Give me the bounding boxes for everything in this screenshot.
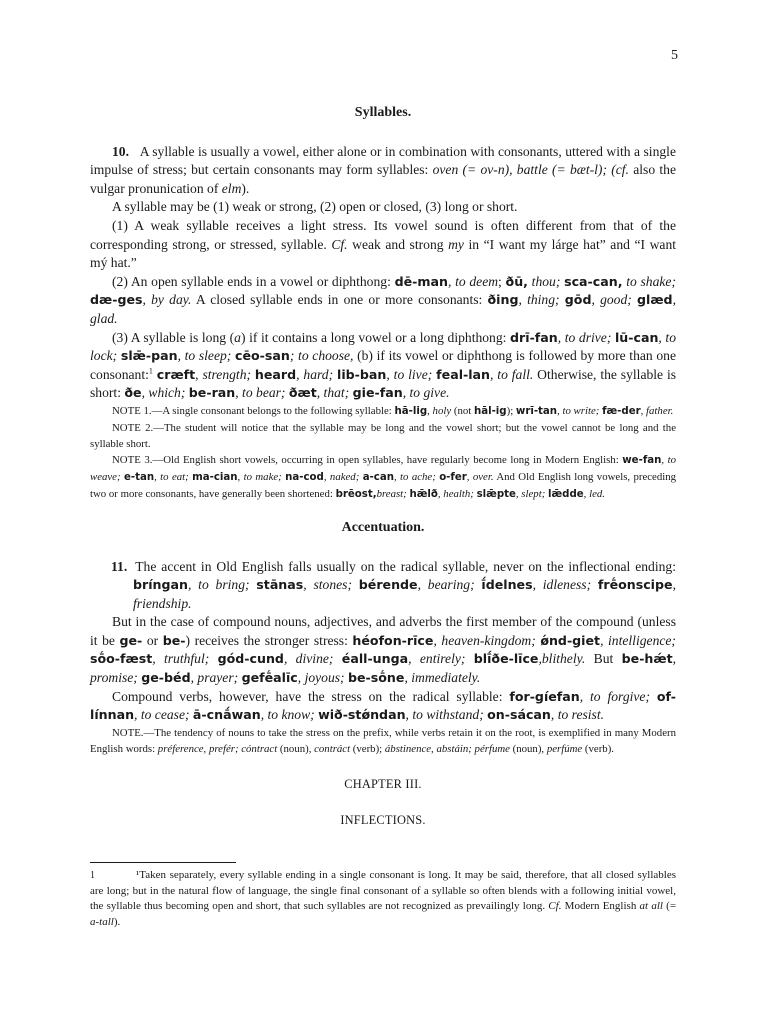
note-3: NOTE 3.—Old English short vowels, occurring in open syllables, have regularly become long in Modern English: we-fan, to weave; e-tan, to eat; ma-cian, to make; na-cod, naked; a-can, to ache; o-fer, over. And Old English long vowels, preceding two or more consonants, have generally been shortened: brēost,breast; hǣlð, health; slǣpte, slept; lǣdde, led. [90,453,677,500]
paragraph-compound-nouns: But in the case of compound nouns, adjectives, and adverbs the first member of the compound (unless it be ge- or be-) receives the stronger stress: héofon-rīce, heaven-kingdom; ǿnd-giet, intelligence; sṓo-fæst, truthful; gód-cund, divine; éall-unga, entirely; blī́ðe-līce,blithely. But be-hǽt, promise; ge-béd, prayer; gefḗalīc, joyous; be-sṓne, immediately. [90,614,677,686]
footnote: 1 ¹Taken separately, every syllable ending in a single consonant is long. It may be said, therefore, that all closed syllables are long; but in the natural flow of language, the single final consonant of a syllable so often blends with a following initial vowel, the syllable thus becoming open and short, that such syllables are not recognized as prevailingly long. Cf. Modern English at all (= a-tall). [90,869,677,928]
footnote-reference[interactable]: 1 [148,366,153,376]
paragraph-number: 11. [111,558,128,574]
paragraph-number: 10. [112,143,129,159]
paragraph-long-syllable: (3) A syllable is long (a) if it contains a long vowel or a long diphthong: drī-fan, to drive; lū-can, to lock; slǣ-pan, to sleep; cēo-san; to choose, (b) if its vowel or diphthong is followed by more than one consonant:$^1$ cræft, strength; heard, hard; lib-ban, to live; feal-lan, to fall. Otherwise, the syllable is short: ðe, which; be-ran, to bear; ðæt, that; gie-fan, to give. [90,329,677,401]
section-title-accentuation: Accentuation. [341,519,425,535]
paragraph-11: 11. The accent in Old English falls usually on the radical syllable, never on the inflectional ending: bríngan, to bring; stānas, stones; bérende, bearing; ī́delnes, idleness; frḗonscipe, friendship. [111,558,676,611]
note-2: NOTE 2.—The student will notice that the syllable may be long and the vowel short; but the vowel cannot be long and the syllable short. [90,421,676,450]
chapter-title: INFLECTIONS. [340,813,426,828]
footnote-marker: 1 [90,870,95,881]
note-1: NOTE 1.—A single consonant belongs to the following syllable: hā-lig, holy (not hāl-ig); wrī-tan, to write; fæ-der, father. [112,404,674,417]
paragraph-compound-verbs: Compound verbs, however, have the stress on the radical syllable: for-gíefan, to forgive; of-línnan, to cease; ā-cnā́wan, to know; wið-stǿndan, to withstand; on-sácan, to resist. [90,688,677,723]
page-body [90,104,676,830]
paragraph-syllable-types: A syllable may be (1) weak or strong, (2) open or closed, (3) long or short. [112,199,518,215]
paragraph-10: 10. A syllable is usually a vowel, either alone or in combination with consonants, uttered with a single impulse of stress; but certain consonants may form syllables: oven (= ov-n), battle (= bæt-l); (cf. also the vulgar pronunication of elm). [90,143,676,196]
paragraph-open-syllable: (2) An open syllable ends in a vowel or diphthong: dē-man, to deem; ðū, thou; sca-can, to shake; dæ-ges, by day. A closed syllable ends in one or more consonants: ðing, thing; gōd, good; glæd, glad. [90,273,676,326]
footnote-divider [90,862,236,863]
page-number: 5 [671,48,678,63]
chapter-label: CHAPTER III. [344,776,422,791]
section-title-syllables: Syllables. [354,105,412,120]
paragraph-weak-syllable: (1) A weak syllable receives a light stress. Its vowel sound is often different from that of the corresponding strong, or stressed, syllable. Cf. weak and strong my in “I want my lárge hat” and “I want mý hat.” [90,217,677,271]
note-stress-prefix: NOTE.—The tendency of nouns to take the stress on the prefix, while verbs retain it on the root, is exemplified in many Modern English words: préference, prefér; cóntract (noun), contráct (verb); ábstinence, abstáin; pérfume (noun), perfúme (verb). [90,726,676,755]
